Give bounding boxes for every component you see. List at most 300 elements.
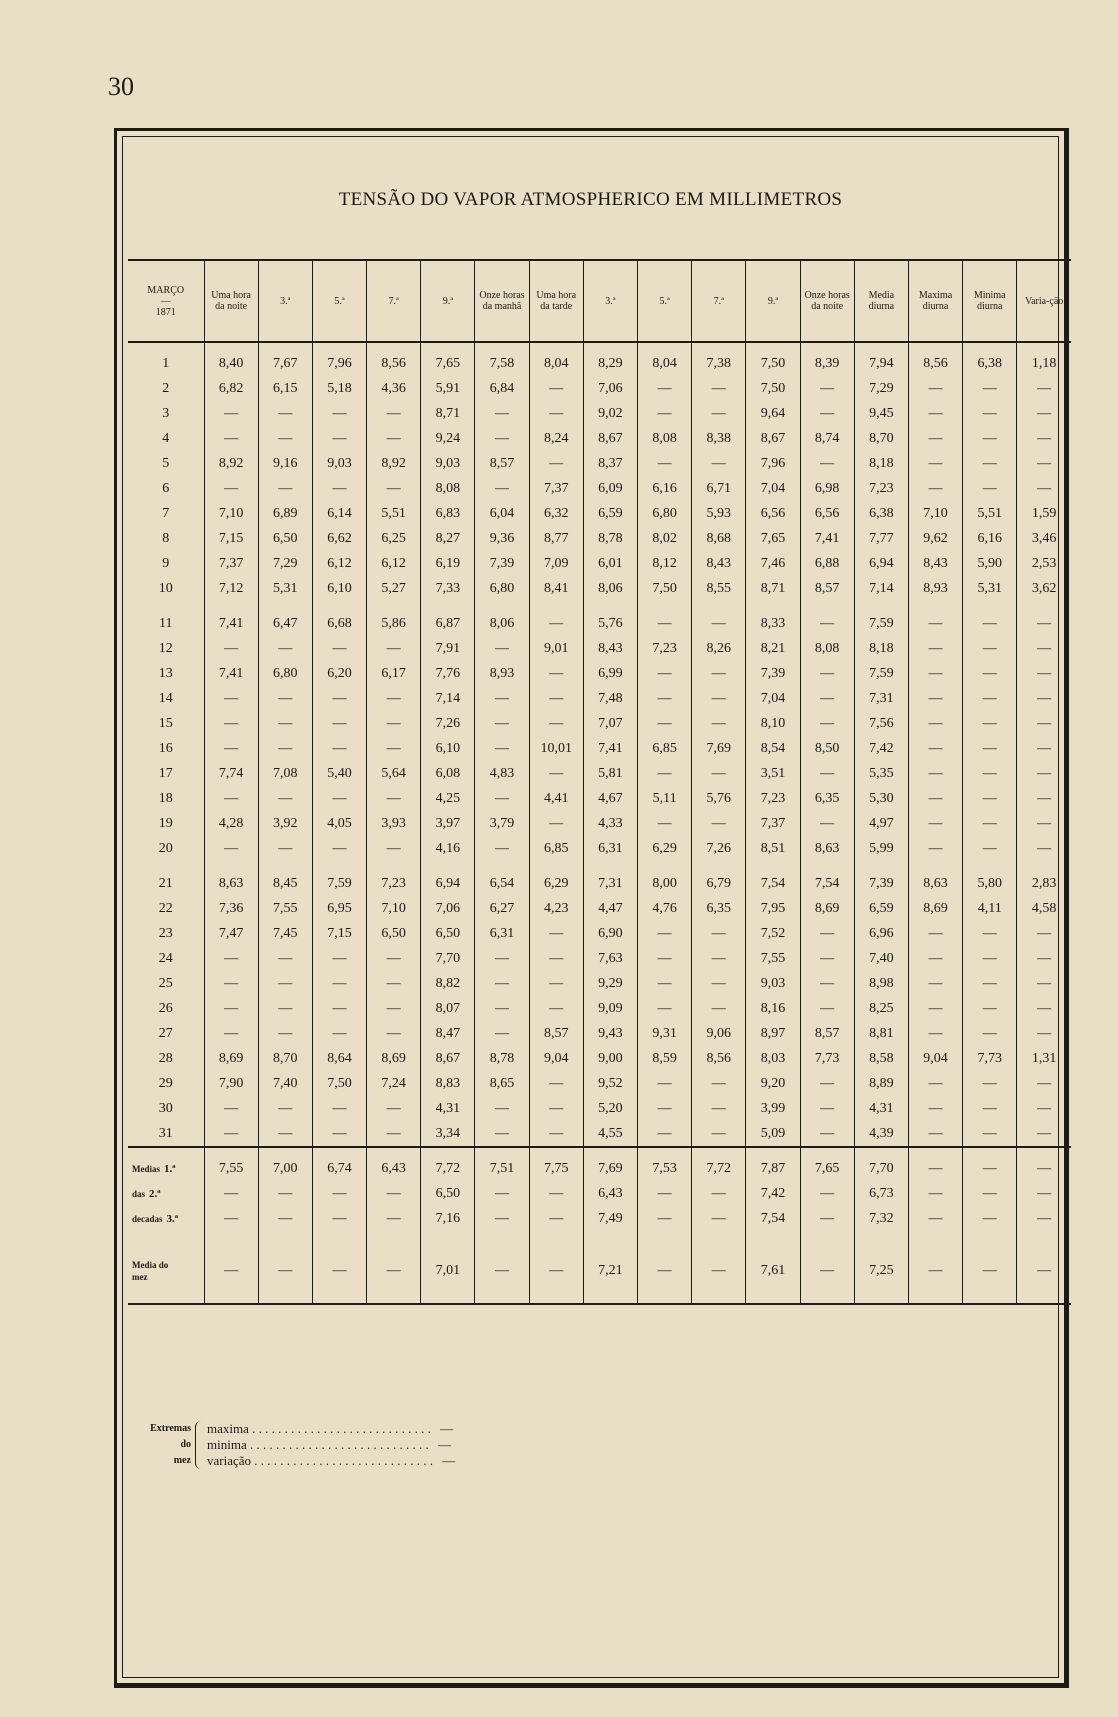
value-cell: 7,69	[583, 1156, 637, 1181]
spacer-cell	[800, 1147, 854, 1156]
table-row	[128, 711, 1071, 736]
extreme-value: —	[442, 1453, 456, 1468]
value-cell: 4,97	[854, 811, 908, 836]
value-cell: 9,04	[529, 1046, 583, 1071]
spacer-cell	[800, 1291, 854, 1304]
spacer-cell	[963, 861, 1017, 871]
value-cell: 5,18	[312, 376, 366, 401]
value-cell: 6,10	[312, 576, 366, 601]
value-cell: —	[963, 426, 1017, 451]
value-cell: 5,80	[963, 871, 1017, 896]
month-mean-label-line-2: mez	[132, 1272, 148, 1282]
value-cell: 8,92	[204, 451, 258, 476]
value-cell: —	[638, 1181, 692, 1206]
value-cell: 8,43	[583, 636, 637, 661]
month-mean-label-line-1: Media do	[132, 1260, 169, 1270]
value-cell: —	[475, 1181, 529, 1206]
value-cell: —	[1017, 636, 1071, 661]
value-cell: —	[1017, 401, 1071, 426]
spacer-cell	[800, 861, 854, 871]
value-cell: 7,01	[421, 1251, 475, 1291]
value-cell: 6,01	[583, 551, 637, 576]
value-cell: —	[204, 996, 258, 1021]
value-cell: —	[963, 686, 1017, 711]
value-cell: 7,65	[746, 526, 800, 551]
value-cell: —	[800, 1206, 854, 1231]
value-cell: 8,67	[421, 1046, 475, 1071]
value-cell: 4,33	[583, 811, 637, 836]
spacer-cell	[1017, 1147, 1071, 1156]
value-cell: 4,05	[312, 811, 366, 836]
value-cell: —	[638, 1071, 692, 1096]
value-cell: —	[258, 1206, 312, 1231]
decade-label: decadas	[132, 1213, 163, 1224]
spacer-cell	[421, 1231, 475, 1241]
day-cell: 27	[158, 1025, 173, 1041]
value-cell: 6,88	[800, 551, 854, 576]
value-cell: —	[963, 996, 1017, 1021]
value-cell: —	[475, 686, 529, 711]
value-cell: 8,57	[529, 1021, 583, 1046]
value-cell: 6,29	[529, 871, 583, 896]
spacer-cell	[128, 1241, 204, 1251]
value-cell: 6,99	[583, 661, 637, 686]
spacer-cell	[746, 1241, 800, 1251]
value-cell: 8,57	[800, 1021, 854, 1046]
value-cell: 3,79	[475, 811, 529, 836]
value-cell: 7,50	[746, 342, 800, 376]
value-cell: 3,97	[421, 811, 475, 836]
value-cell: 6,50	[421, 921, 475, 946]
value-cell: —	[367, 711, 421, 736]
spacer-cell	[475, 601, 529, 611]
value-cell: 8,81	[854, 1021, 908, 1046]
value-cell: —	[800, 1181, 854, 1206]
value-cell: —	[908, 636, 962, 661]
table-row	[128, 611, 1071, 636]
value-cell: 8,57	[800, 576, 854, 601]
spacer-cell	[312, 1291, 366, 1304]
value-cell: 7,96	[312, 342, 366, 376]
value-cell: —	[258, 1181, 312, 1206]
value-cell: 9,02	[583, 401, 637, 426]
value-cell: 6,15	[258, 376, 312, 401]
value-cell: 8,38	[692, 426, 746, 451]
value-cell: —	[638, 971, 692, 996]
value-cell: 8,56	[908, 342, 962, 376]
value-cell: —	[312, 1181, 366, 1206]
spacer-cell	[258, 1231, 312, 1241]
value-cell: —	[529, 401, 583, 426]
value-cell: 7,12	[204, 576, 258, 601]
value-cell: 6,83	[421, 501, 475, 526]
decade-label: Medias	[132, 1163, 160, 1174]
value-cell: —	[963, 836, 1017, 861]
value-cell: —	[367, 1181, 421, 1206]
value-cell: 8,78	[583, 526, 637, 551]
value-cell: 4,39	[854, 1121, 908, 1147]
day-cell: 11	[159, 615, 173, 631]
value-cell: 7,45	[258, 921, 312, 946]
value-cell: —	[258, 686, 312, 711]
value-cell: 8,41	[529, 576, 583, 601]
value-cell: 6,27	[475, 896, 529, 921]
value-cell: 8,93	[908, 576, 962, 601]
spacer-cell	[529, 601, 583, 611]
value-cell: 7,55	[204, 1156, 258, 1181]
value-cell: —	[475, 786, 529, 811]
value-cell: 8,69	[204, 1046, 258, 1071]
spacer-cell	[638, 1231, 692, 1241]
value-cell: 8,39	[800, 342, 854, 376]
value-cell: 4,11	[963, 896, 1017, 921]
value-cell: 9,20	[746, 1071, 800, 1096]
value-cell: 5,76	[583, 611, 637, 636]
value-cell: 6,09	[583, 476, 637, 501]
value-cell: 7,65	[800, 1156, 854, 1181]
value-cell: 3,99	[746, 1096, 800, 1121]
value-cell: —	[692, 451, 746, 476]
column-header: Media diurna	[854, 260, 908, 342]
value-cell: —	[1017, 1181, 1071, 1206]
table-row	[128, 401, 1071, 426]
value-cell: —	[529, 661, 583, 686]
value-cell: 9,09	[583, 996, 637, 1021]
table-row	[128, 551, 1071, 576]
value-cell: 6,56	[800, 501, 854, 526]
value-cell: —	[258, 636, 312, 661]
value-cell: —	[638, 996, 692, 1021]
spacer-cell	[312, 1231, 366, 1241]
spacer-cell	[258, 1147, 312, 1156]
spacer-cell	[583, 1291, 637, 1304]
value-cell: —	[1017, 946, 1071, 971]
spacer-row	[128, 1231, 1071, 1241]
value-cell: —	[908, 1181, 962, 1206]
value-cell: 6,94	[854, 551, 908, 576]
spacer-cell	[963, 1241, 1017, 1251]
value-cell: 7,26	[421, 711, 475, 736]
spacer-cell	[854, 861, 908, 871]
day-cell: 26	[158, 1000, 173, 1016]
value-cell: —	[475, 1021, 529, 1046]
value-cell: —	[908, 996, 962, 1021]
value-cell: 7,10	[367, 896, 421, 921]
value-cell: —	[963, 1071, 1017, 1096]
value-cell: —	[475, 1206, 529, 1231]
value-cell: 7,00	[258, 1156, 312, 1181]
value-cell: 7,54	[746, 871, 800, 896]
spacer-cell	[692, 1231, 746, 1241]
dot-leader: . . . . . . . . . . . . . . . . . . . . . . . . . . . .	[248, 1421, 435, 1436]
extremes-label-line-2: do	[180, 1439, 191, 1450]
value-cell: —	[312, 426, 366, 451]
value-cell: 6,73	[854, 1181, 908, 1206]
day-cell: 16	[158, 740, 173, 756]
value-cell: 8,18	[854, 451, 908, 476]
value-cell: —	[312, 971, 366, 996]
value-cell: 5,64	[367, 761, 421, 786]
value-cell: —	[908, 1251, 962, 1291]
column-header: Uma hora da noite	[204, 260, 258, 342]
value-cell: 4,28	[204, 811, 258, 836]
value-cell: 7,37	[529, 476, 583, 501]
value-cell: 8,03	[746, 1046, 800, 1071]
value-cell: 7,41	[800, 526, 854, 551]
value-cell: 5,99	[854, 836, 908, 861]
value-cell: 9,31	[638, 1021, 692, 1046]
value-cell: —	[258, 736, 312, 761]
value-cell: 6,38	[963, 342, 1017, 376]
value-cell: 6,17	[367, 661, 421, 686]
value-cell: 7,40	[854, 946, 908, 971]
value-cell: —	[258, 786, 312, 811]
value-cell: —	[963, 401, 1017, 426]
table-row	[128, 761, 1071, 786]
value-cell: —	[692, 761, 746, 786]
value-cell: 9,06	[692, 1021, 746, 1046]
value-cell: —	[908, 686, 962, 711]
value-cell: 8,56	[692, 1046, 746, 1071]
extreme-row	[207, 1437, 507, 1453]
value-cell: —	[908, 736, 962, 761]
spacer-cell	[854, 1147, 908, 1156]
table-row	[128, 661, 1071, 686]
value-cell: 6,50	[367, 921, 421, 946]
spacer-cell	[1017, 861, 1071, 871]
value-cell: 8,65	[475, 1071, 529, 1096]
decade-number: 3.ª	[166, 1212, 179, 1225]
value-cell: —	[963, 636, 1017, 661]
value-cell: —	[475, 836, 529, 861]
value-cell: —	[638, 946, 692, 971]
value-cell: —	[312, 636, 366, 661]
value-cell: 9,29	[583, 971, 637, 996]
value-cell: 8,04	[638, 342, 692, 376]
value-cell: —	[692, 971, 746, 996]
value-cell: 7,47	[204, 921, 258, 946]
value-cell: —	[908, 811, 962, 836]
value-cell: 8,92	[367, 451, 421, 476]
value-cell: —	[1017, 1071, 1071, 1096]
value-cell: 9,45	[854, 401, 908, 426]
value-cell: —	[204, 836, 258, 861]
value-cell: 7,87	[746, 1156, 800, 1181]
month-dash: —	[160, 295, 171, 307]
value-cell: 1,31	[1017, 1046, 1071, 1071]
table-row	[128, 686, 1071, 711]
value-cell: —	[1017, 786, 1071, 811]
value-cell: 8,69	[908, 896, 962, 921]
column-header: 9.ª	[746, 260, 800, 342]
value-cell: 7,50	[638, 576, 692, 601]
spacer-cell	[312, 601, 366, 611]
table-frame	[114, 128, 1069, 1688]
value-cell: —	[204, 736, 258, 761]
value-cell: —	[204, 686, 258, 711]
value-cell: —	[529, 996, 583, 1021]
value-cell: —	[638, 1096, 692, 1121]
value-cell: —	[638, 711, 692, 736]
value-cell: 7,58	[475, 342, 529, 376]
value-cell: —	[800, 921, 854, 946]
value-cell: 5,31	[963, 576, 1017, 601]
table-row	[128, 836, 1071, 861]
value-cell: 4,23	[529, 896, 583, 921]
value-cell: —	[692, 611, 746, 636]
month-mean-row	[128, 1251, 1071, 1291]
value-cell: 9,03	[421, 451, 475, 476]
value-cell: —	[367, 1206, 421, 1231]
day-cell: 6	[162, 480, 170, 496]
value-cell: 8,08	[638, 426, 692, 451]
value-cell: —	[692, 376, 746, 401]
value-cell: 7,23	[367, 871, 421, 896]
spacer-cell	[367, 1231, 421, 1241]
value-cell: —	[800, 811, 854, 836]
value-cell: 9,52	[583, 1071, 637, 1096]
year-label: 1871	[155, 306, 176, 318]
table-row	[128, 811, 1071, 836]
value-cell: —	[908, 401, 962, 426]
value-cell: 4,47	[583, 896, 637, 921]
value-cell: —	[1017, 836, 1071, 861]
dot-leader: . . . . . . . . . . . . . . . . . . . . . . . . . . . .	[251, 1453, 437, 1468]
value-cell: 7,63	[583, 946, 637, 971]
value-cell: —	[258, 401, 312, 426]
value-cell: —	[692, 1096, 746, 1121]
value-cell: —	[908, 921, 962, 946]
value-cell: 8,67	[746, 426, 800, 451]
value-cell: 8,51	[746, 836, 800, 861]
value-cell: 7,15	[312, 921, 366, 946]
value-cell: 7,39	[854, 871, 908, 896]
value-cell: —	[963, 1181, 1017, 1206]
value-cell: —	[1017, 1251, 1071, 1291]
table-row	[128, 1071, 1071, 1096]
value-cell: —	[312, 786, 366, 811]
value-cell: 6,12	[367, 551, 421, 576]
value-cell: —	[204, 426, 258, 451]
value-cell: —	[367, 1121, 421, 1147]
value-cell: —	[692, 811, 746, 836]
value-cell: 7,50	[746, 376, 800, 401]
value-cell: 6,80	[638, 501, 692, 526]
value-cell: 9,00	[583, 1046, 637, 1071]
value-cell: 8,10	[746, 711, 800, 736]
value-cell: —	[908, 661, 962, 686]
spacer-cell	[746, 861, 800, 871]
value-cell: —	[908, 451, 962, 476]
day-cell: 31	[158, 1125, 173, 1141]
value-cell: —	[258, 1021, 312, 1046]
value-cell: 7,53	[638, 1156, 692, 1181]
value-cell: 8,57	[475, 451, 529, 476]
value-cell: 7,55	[258, 896, 312, 921]
spacer-cell	[128, 861, 204, 871]
value-cell: 7,55	[746, 946, 800, 971]
decade-label: das	[132, 1188, 146, 1199]
decade-mean-row	[128, 1206, 1071, 1231]
extreme-label: minima	[207, 1437, 247, 1452]
decade-label-cell	[128, 1206, 204, 1231]
value-cell: —	[908, 476, 962, 501]
value-cell: —	[692, 1251, 746, 1291]
spacer-cell	[583, 1231, 637, 1241]
spacer-cell	[746, 1147, 800, 1156]
value-cell: —	[312, 996, 366, 1021]
value-cell: 7,65	[421, 342, 475, 376]
spacer-cell	[421, 1291, 475, 1304]
value-cell: —	[800, 401, 854, 426]
value-cell: —	[204, 971, 258, 996]
value-cell: —	[204, 1096, 258, 1121]
value-cell: 9,04	[908, 1046, 962, 1071]
value-cell: 6,59	[583, 501, 637, 526]
value-cell: 8,08	[800, 636, 854, 661]
value-cell: —	[529, 451, 583, 476]
table-row	[128, 871, 1071, 896]
value-cell: —	[1017, 476, 1071, 501]
column-header: 9.ª	[421, 260, 475, 342]
value-cell: —	[1017, 451, 1071, 476]
day-cell: 18	[158, 790, 173, 806]
spacer-cell	[692, 601, 746, 611]
table-row	[128, 996, 1071, 1021]
value-cell: 5,93	[692, 501, 746, 526]
spacer-cell	[583, 1241, 637, 1251]
value-cell: 8,59	[638, 1046, 692, 1071]
value-cell: 4,58	[1017, 896, 1071, 921]
spacer-cell	[963, 1231, 1017, 1241]
value-cell: 7,10	[204, 501, 258, 526]
value-cell: —	[258, 1251, 312, 1291]
value-cell: 8,68	[692, 526, 746, 551]
column-header: Onze horas da manhã	[475, 260, 529, 342]
value-cell: —	[312, 1121, 366, 1147]
value-cell: 8,29	[583, 342, 637, 376]
value-cell: —	[367, 836, 421, 861]
value-cell: —	[800, 711, 854, 736]
value-cell: 6,84	[475, 376, 529, 401]
value-cell: —	[908, 836, 962, 861]
value-cell: 8,18	[854, 636, 908, 661]
value-cell: 6,54	[475, 871, 529, 896]
value-cell: —	[1017, 1096, 1071, 1121]
value-cell: —	[1017, 711, 1071, 736]
table-row	[128, 1121, 1071, 1147]
value-cell: —	[258, 1096, 312, 1121]
value-cell: 8,97	[746, 1021, 800, 1046]
value-cell: 7,41	[583, 736, 637, 761]
value-cell: —	[529, 811, 583, 836]
spacer-row	[128, 1147, 1071, 1156]
value-cell: 4,25	[421, 786, 475, 811]
spacer-cell	[258, 1241, 312, 1251]
value-cell: 8,77	[529, 526, 583, 551]
value-cell: —	[367, 1096, 421, 1121]
table-row	[128, 476, 1071, 501]
value-cell: 5,86	[367, 611, 421, 636]
spacer-row	[128, 1241, 1071, 1251]
column-header: Onze horas da noite	[800, 260, 854, 342]
value-cell: —	[312, 1251, 366, 1291]
value-cell: 8,27	[421, 526, 475, 551]
spacer-cell	[638, 1291, 692, 1304]
value-cell: 9,36	[475, 526, 529, 551]
value-cell: 8,74	[800, 426, 854, 451]
value-cell: —	[367, 736, 421, 761]
